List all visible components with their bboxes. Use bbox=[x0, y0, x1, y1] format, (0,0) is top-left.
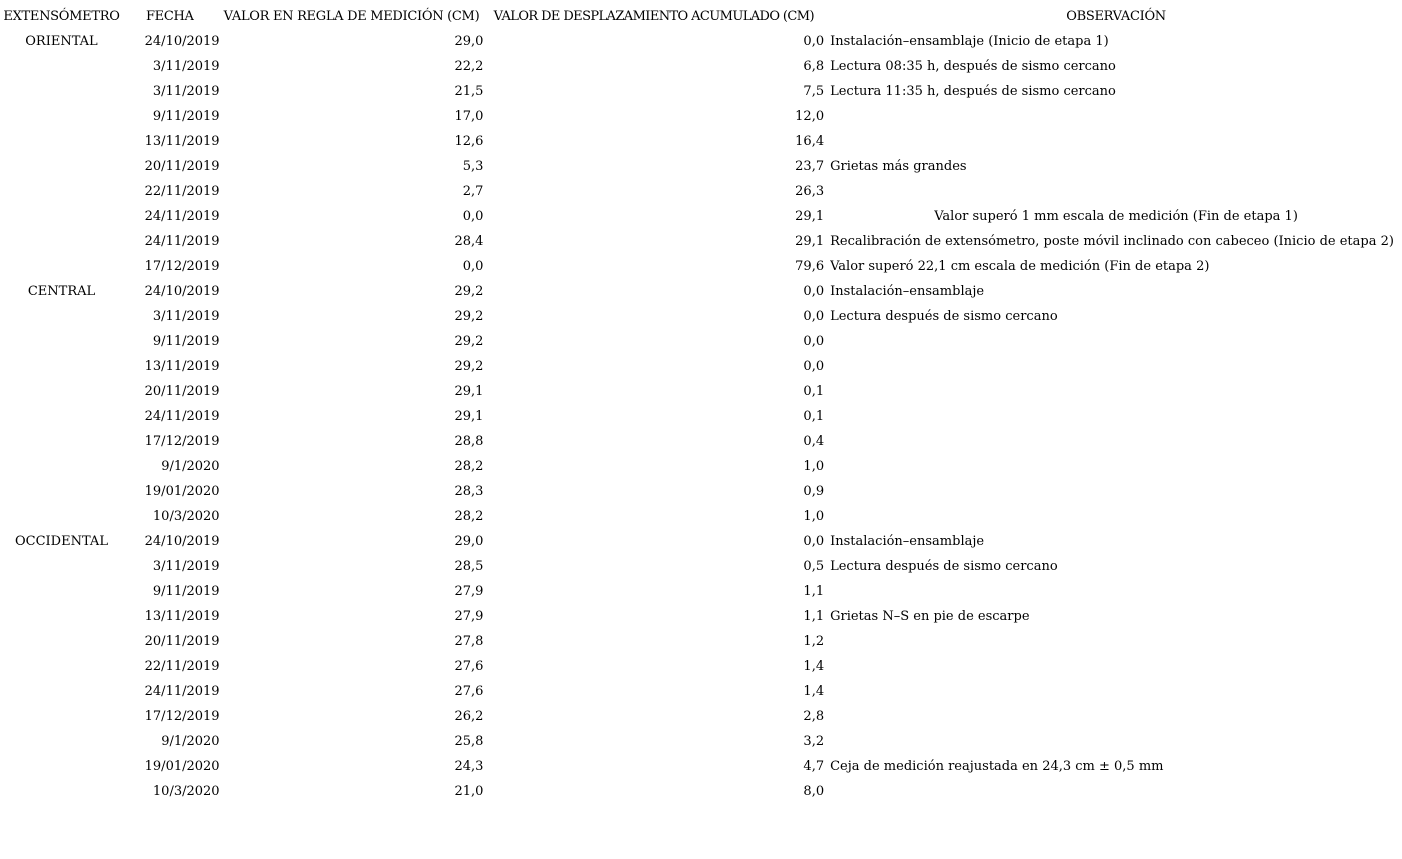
observation-cell: Instalación–ensamblaje (Inicio de etapa 1) bbox=[830, 34, 1109, 49]
table-body bbox=[3, 29, 1402, 804]
displacement-cell: 0,0 bbox=[803, 309, 825, 324]
date-cell: 9/11/2019 bbox=[152, 334, 220, 349]
extensometer-cell: CENTRAL bbox=[27, 284, 96, 299]
extensometer-cell bbox=[3, 154, 120, 179]
displacement-cell: 0,1 bbox=[803, 409, 825, 424]
ruler-value-cell: 26,2 bbox=[454, 709, 484, 724]
table-row bbox=[3, 754, 1402, 779]
table-row bbox=[3, 654, 1402, 679]
extensometer-cell bbox=[3, 654, 120, 679]
observation-cell bbox=[824, 104, 1402, 129]
extensometer-cell bbox=[3, 404, 120, 429]
extensometer-cell bbox=[3, 479, 120, 504]
observation-cell bbox=[824, 479, 1402, 504]
extensometer-cell bbox=[3, 754, 120, 779]
observation-cell bbox=[824, 404, 1402, 429]
date-cell: 20/11/2019 bbox=[144, 159, 220, 174]
date-cell: 10/3/2020 bbox=[152, 784, 220, 799]
table-row bbox=[3, 204, 1402, 229]
ruler-value-cell: 28,2 bbox=[454, 509, 484, 524]
ruler-value-cell: 5,3 bbox=[462, 159, 484, 174]
table-row bbox=[3, 354, 1402, 379]
ruler-value-cell: 29,1 bbox=[454, 384, 484, 399]
ruler-value-cell: 21,0 bbox=[454, 784, 484, 799]
ruler-value-cell: 29,2 bbox=[454, 359, 484, 374]
displacement-cell: 23,7 bbox=[795, 159, 825, 174]
date-cell: 9/11/2019 bbox=[152, 109, 220, 124]
table-row bbox=[3, 479, 1402, 504]
ruler-value-cell: 29,0 bbox=[454, 34, 484, 49]
extensometer-cell bbox=[3, 254, 120, 279]
observation-cell bbox=[824, 679, 1402, 704]
date-cell: 9/1/2020 bbox=[161, 734, 220, 749]
observation-cell bbox=[824, 654, 1402, 679]
observation-cell bbox=[824, 504, 1402, 529]
table-row bbox=[3, 504, 1402, 529]
ruler-value-cell: 25,8 bbox=[454, 734, 484, 749]
ruler-value-cell: 29,2 bbox=[454, 284, 484, 299]
table-row bbox=[3, 54, 1402, 79]
date-cell: 19/01/2020 bbox=[144, 484, 220, 499]
table-row bbox=[3, 29, 1402, 54]
extensometer-cell bbox=[3, 504, 120, 529]
ruler-value-cell: 17,0 bbox=[454, 109, 484, 124]
table-row bbox=[3, 604, 1402, 629]
displacement-cell: 12,0 bbox=[795, 109, 825, 124]
extensometer-cell bbox=[3, 554, 120, 579]
observation-cell: Grietas más grandes bbox=[830, 159, 967, 174]
extensometer-cell bbox=[3, 779, 120, 804]
ruler-value-cell: 27,6 bbox=[454, 684, 484, 699]
table-row bbox=[3, 379, 1402, 404]
ruler-value-cell: 21,5 bbox=[454, 84, 484, 99]
displacement-cell: 1,0 bbox=[803, 509, 825, 524]
ruler-value-cell: 29,0 bbox=[454, 534, 484, 549]
extensometer-cell bbox=[3, 454, 120, 479]
ruler-value-cell: 0,0 bbox=[462, 209, 484, 224]
displacement-cell: 0,0 bbox=[803, 534, 825, 549]
date-cell: 3/11/2019 bbox=[152, 309, 220, 324]
displacement-cell: 1,0 bbox=[803, 459, 825, 474]
date-cell: 22/11/2019 bbox=[144, 659, 220, 674]
ruler-value-cell: 29,2 bbox=[454, 334, 484, 349]
date-cell: 17/12/2019 bbox=[144, 709, 220, 724]
displacement-cell: 29,1 bbox=[795, 234, 825, 249]
observation-cell bbox=[824, 454, 1402, 479]
ruler-value-cell: 29,1 bbox=[454, 409, 484, 424]
observation-cell: Grietas N–S en pie de escarpe bbox=[830, 609, 1030, 624]
ruler-value-cell: 27,9 bbox=[454, 609, 484, 624]
displacement-cell: 4,7 bbox=[803, 759, 825, 774]
observation-cell: Lectura 11:35 h, después de sismo cercano bbox=[830, 84, 1116, 99]
displacement-cell: 29,1 bbox=[795, 209, 825, 224]
header-fecha: FECHA bbox=[145, 9, 194, 24]
date-cell: 24/10/2019 bbox=[144, 534, 220, 549]
table-row bbox=[3, 179, 1402, 204]
displacement-cell: 2,8 bbox=[803, 709, 825, 724]
header-extensometro: EXTENSÓMETRO bbox=[3, 9, 120, 24]
ruler-value-cell: 28,2 bbox=[454, 459, 484, 474]
ruler-value-cell: 27,8 bbox=[454, 634, 484, 649]
header-observacion: OBSERVACIÓN bbox=[1066, 9, 1166, 24]
displacement-cell: 1,4 bbox=[803, 684, 825, 699]
date-cell: 13/11/2019 bbox=[144, 134, 220, 149]
extensometer-cell bbox=[3, 204, 120, 229]
ruler-value-cell: 28,4 bbox=[454, 234, 484, 249]
ruler-value-cell: 28,3 bbox=[454, 484, 484, 499]
displacement-cell: 26,3 bbox=[795, 184, 825, 199]
ruler-value-cell: 0,0 bbox=[462, 259, 484, 274]
displacement-cell: 79,6 bbox=[795, 259, 825, 274]
observation-cell: Lectura después de sismo cercano bbox=[830, 309, 1058, 324]
observation-cell bbox=[824, 329, 1402, 354]
observation-cell bbox=[824, 629, 1402, 654]
observation-cell bbox=[824, 779, 1402, 804]
extensometer-cell bbox=[3, 579, 120, 604]
ruler-value-cell: 2,7 bbox=[462, 184, 484, 199]
ruler-value-cell: 28,8 bbox=[454, 434, 484, 449]
table-row bbox=[3, 704, 1402, 729]
displacement-cell: 0,0 bbox=[803, 334, 825, 349]
table-row bbox=[3, 229, 1402, 254]
table-row bbox=[3, 554, 1402, 579]
ruler-value-cell: 22,2 bbox=[454, 59, 484, 74]
table-row bbox=[3, 329, 1402, 354]
table-row bbox=[3, 404, 1402, 429]
date-cell: 3/11/2019 bbox=[152, 84, 220, 99]
extensometer-cell bbox=[3, 354, 120, 379]
date-cell: 20/11/2019 bbox=[144, 634, 220, 649]
extensometer-cell bbox=[3, 679, 120, 704]
displacement-cell: 1,2 bbox=[803, 634, 825, 649]
date-cell: 24/10/2019 bbox=[144, 34, 220, 49]
extensometer-cell bbox=[3, 129, 120, 154]
table-row bbox=[3, 629, 1402, 654]
table-row bbox=[3, 529, 1402, 554]
table-row bbox=[3, 254, 1402, 279]
table-row bbox=[3, 429, 1402, 454]
displacement-cell: 0,0 bbox=[803, 34, 825, 49]
date-cell: 13/11/2019 bbox=[144, 609, 220, 624]
date-cell: 24/10/2019 bbox=[144, 284, 220, 299]
extensometer-cell bbox=[3, 79, 120, 104]
displacement-cell: 7,5 bbox=[803, 84, 825, 99]
displacement-cell: 6,8 bbox=[803, 59, 825, 74]
observation-cell: Instalación–ensamblaje bbox=[830, 534, 985, 549]
date-cell: 24/11/2019 bbox=[144, 684, 220, 699]
displacement-cell: 1,1 bbox=[803, 584, 825, 599]
date-cell: 20/11/2019 bbox=[144, 384, 220, 399]
extensometer-cell bbox=[3, 729, 120, 754]
extensometer-cell bbox=[3, 304, 120, 329]
observation-cell: Valor superó 1 mm escala de medición (Fin de etapa 1) bbox=[934, 209, 1298, 224]
extensometer-cell bbox=[3, 54, 120, 79]
observation-cell bbox=[824, 579, 1402, 604]
date-cell: 24/11/2019 bbox=[144, 409, 220, 424]
table-row bbox=[3, 79, 1402, 104]
displacement-cell: 0,0 bbox=[803, 284, 825, 299]
displacement-cell: 8,0 bbox=[803, 784, 825, 799]
displacement-cell: 0,1 bbox=[803, 384, 825, 399]
displacement-cell: 0,5 bbox=[803, 559, 825, 574]
extensometer-cell bbox=[3, 704, 120, 729]
observation-cell: Lectura 08:35 h, después de sismo cercano bbox=[830, 59, 1116, 74]
date-cell: 13/11/2019 bbox=[144, 359, 220, 374]
extensometer-cell bbox=[3, 604, 120, 629]
ruler-value-cell: 28,5 bbox=[454, 559, 484, 574]
header-row bbox=[3, 4, 1402, 29]
table-row bbox=[3, 129, 1402, 154]
extensometer-cell bbox=[3, 179, 120, 204]
observation-cell: Ceja de medición reajustada en 24,3 cm ± 0,5 mm bbox=[830, 759, 1164, 774]
date-cell: 9/11/2019 bbox=[152, 584, 220, 599]
table-row bbox=[3, 679, 1402, 704]
date-cell: 3/11/2019 bbox=[152, 559, 220, 574]
extensometer-cell bbox=[3, 229, 120, 254]
date-cell: 24/11/2019 bbox=[144, 234, 220, 249]
observation-cell bbox=[824, 129, 1402, 154]
extensometer-cell bbox=[3, 329, 120, 354]
observation-cell: Valor superó 22,1 cm escala de medición (Fin de etapa 2) bbox=[830, 259, 1210, 274]
extensometer-cell bbox=[3, 429, 120, 454]
table-row bbox=[3, 454, 1402, 479]
observation-cell bbox=[824, 379, 1402, 404]
ruler-value-cell: 27,6 bbox=[454, 659, 484, 674]
table-row bbox=[3, 104, 1402, 129]
displacement-cell: 1,4 bbox=[803, 659, 825, 674]
table-row bbox=[3, 729, 1402, 754]
observation-cell bbox=[824, 354, 1402, 379]
header-desplazamiento: VALOR DE DESPLAZAMIENTO ACUMULADO (CM) bbox=[493, 9, 814, 24]
extensometer-readings-table bbox=[3, 4, 1402, 804]
date-cell: 17/12/2019 bbox=[144, 434, 220, 449]
displacement-cell: 0,4 bbox=[803, 434, 825, 449]
table-row bbox=[3, 304, 1402, 329]
observation-cell: Recalibración de extensómetro, poste móvil inclinado con cabeceo (Inicio de etapa 2) bbox=[830, 234, 1394, 249]
extensometer-cell bbox=[3, 104, 120, 129]
observation-cell bbox=[824, 729, 1402, 754]
date-cell: 9/1/2020 bbox=[161, 459, 220, 474]
date-cell: 17/12/2019 bbox=[144, 259, 220, 274]
displacement-cell: 0,0 bbox=[803, 359, 825, 374]
observation-cell: Lectura después de sismo cercano bbox=[830, 559, 1058, 574]
ruler-value-cell: 29,2 bbox=[454, 309, 484, 324]
extensometer-cell: ORIENTAL bbox=[25, 34, 98, 49]
ruler-value-cell: 24,3 bbox=[454, 759, 484, 774]
table-row bbox=[3, 579, 1402, 604]
extensometer-cell bbox=[3, 629, 120, 654]
observation-cell bbox=[824, 704, 1402, 729]
date-cell: 3/11/2019 bbox=[152, 59, 220, 74]
observation-cell bbox=[824, 179, 1402, 204]
table-row bbox=[3, 279, 1402, 304]
displacement-cell: 1,1 bbox=[803, 609, 825, 624]
observation-cell: Instalación–ensamblaje bbox=[830, 284, 985, 299]
ruler-value-cell: 12,6 bbox=[454, 134, 484, 149]
date-cell: 24/11/2019 bbox=[144, 209, 220, 224]
ruler-value-cell: 27,9 bbox=[454, 584, 484, 599]
displacement-cell: 16,4 bbox=[795, 134, 825, 149]
observation-cell bbox=[824, 429, 1402, 454]
displacement-cell: 0,9 bbox=[803, 484, 825, 499]
displacement-cell: 3,2 bbox=[803, 734, 825, 749]
table-row bbox=[3, 154, 1402, 179]
header-valor-regla: VALOR EN REGLA DE MEDICIÓN (CM) bbox=[223, 9, 480, 24]
date-cell: 22/11/2019 bbox=[144, 184, 220, 199]
extensometer-cell: OCCIDENTAL bbox=[15, 534, 108, 549]
table-row bbox=[3, 779, 1402, 804]
date-cell: 19/01/2020 bbox=[144, 759, 220, 774]
extensometer-cell bbox=[3, 379, 120, 404]
date-cell: 10/3/2020 bbox=[152, 509, 220, 524]
